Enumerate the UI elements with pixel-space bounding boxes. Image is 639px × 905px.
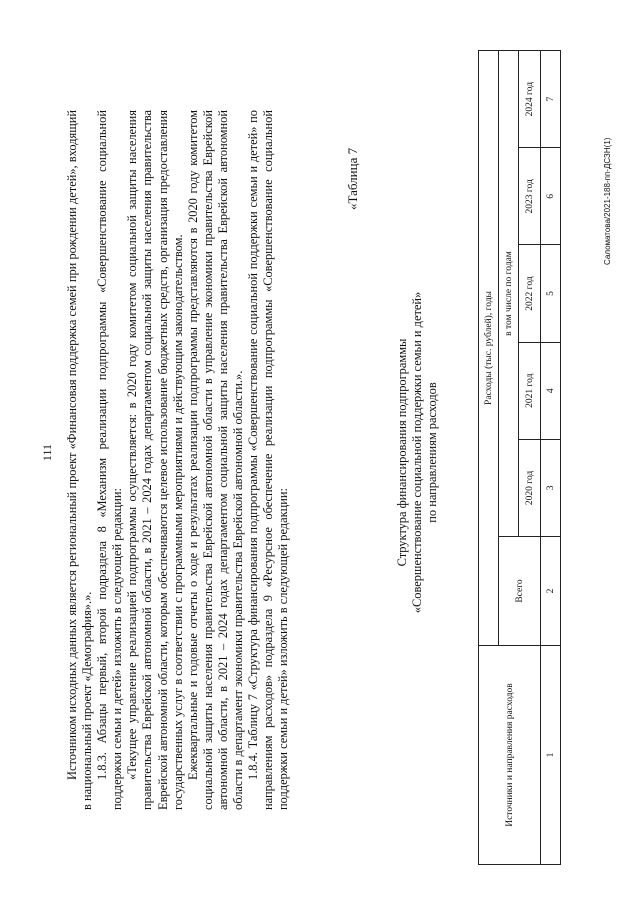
column-number: 3 (541, 439, 561, 536)
header-expenses: Расходы (тыс. рублей), годы (479, 51, 499, 646)
column-number: 4 (541, 342, 561, 439)
column-number: 5 (541, 245, 561, 342)
column-number: 6 (541, 148, 561, 245)
column-number: 1 (541, 646, 561, 865)
body-text (65, 110, 291, 810)
financing-table (478, 50, 561, 865)
paragraph: «Текущее управление реализацией подпрограммы осуществляется: в 2020 году комитетом социальной защиты населения правительства Еврейской автономной области, в 2021 – 2024 годах департаментом социальной защиты населения правительства Еврейской автономной области, которым обеспечиваются целевое использование бюджетных средств, организация предоставления государственных услуг в соответствии с программными мероприятиями и действующим законодательством. (125, 110, 185, 810)
header-sources: Источники и направления расходов (479, 646, 541, 865)
table-label: «Таблица 7 (345, 147, 360, 210)
caption-line: по направлениям расходов (425, 382, 439, 523)
table-number-row (541, 51, 561, 865)
paragraph: Ежеквартальные и годовые отчеты о ходе и результатах реализации подпрограммы представляются в 2020 году комитетом социальной защиты населения правительства Еврейской автономной области в управление экономики правительства Еврейской автономной области, в 2021 – 2024 годах департаментом социальной защиты населения правительства Еврейской автономной области в департамент экономики правительства Еврейской автономной области.». (185, 110, 246, 810)
page-number: 111 (40, 443, 54, 462)
header-year: 2024 год (519, 51, 541, 148)
caption-line: Структура финансирования подпрограммы (395, 338, 409, 567)
paragraph: Источником исходных данных является региональный проект «Финансовая поддержка семей при рождении детей», входящий в национальный проект «Демография».». (65, 110, 95, 810)
caption-line: «Совершенствование социальной поддержки семьи и детей» (410, 291, 424, 614)
column-number: 7 (541, 51, 561, 148)
header-year: 2023 год (519, 148, 541, 245)
footer-code: Саломатова/2021-188-пп-ДСЗН(1) (603, 137, 612, 265)
header-year: 2022 год (519, 245, 541, 342)
header-year: 2020 год (519, 439, 541, 536)
header-year: 2021 год (519, 342, 541, 439)
paragraph: 1.8.4. Таблицу 7 «Структура финансирования подпрограммы «Совершенствование социальной поддержки семьи и детей» по направлениям расходов» подраздела 9 «Ресурсное обеспечение реализации подпрограммы «Совершенствование социальной поддержки семьи и детей» изложить в следующей редакции: (246, 110, 291, 810)
paragraph: 1.8.3. Абзацы первый, второй подраздела 8 «Механизм реализации подпрограммы «Совершенствование социальной поддержки семьи и детей» изложить в следующей редакции: (95, 110, 125, 810)
table-caption (395, 0, 440, 905)
header-by-year: в том числе по годам (499, 51, 519, 537)
header-total: Всего (499, 537, 541, 646)
table-header-row (479, 51, 499, 865)
column-number: 2 (541, 537, 561, 646)
